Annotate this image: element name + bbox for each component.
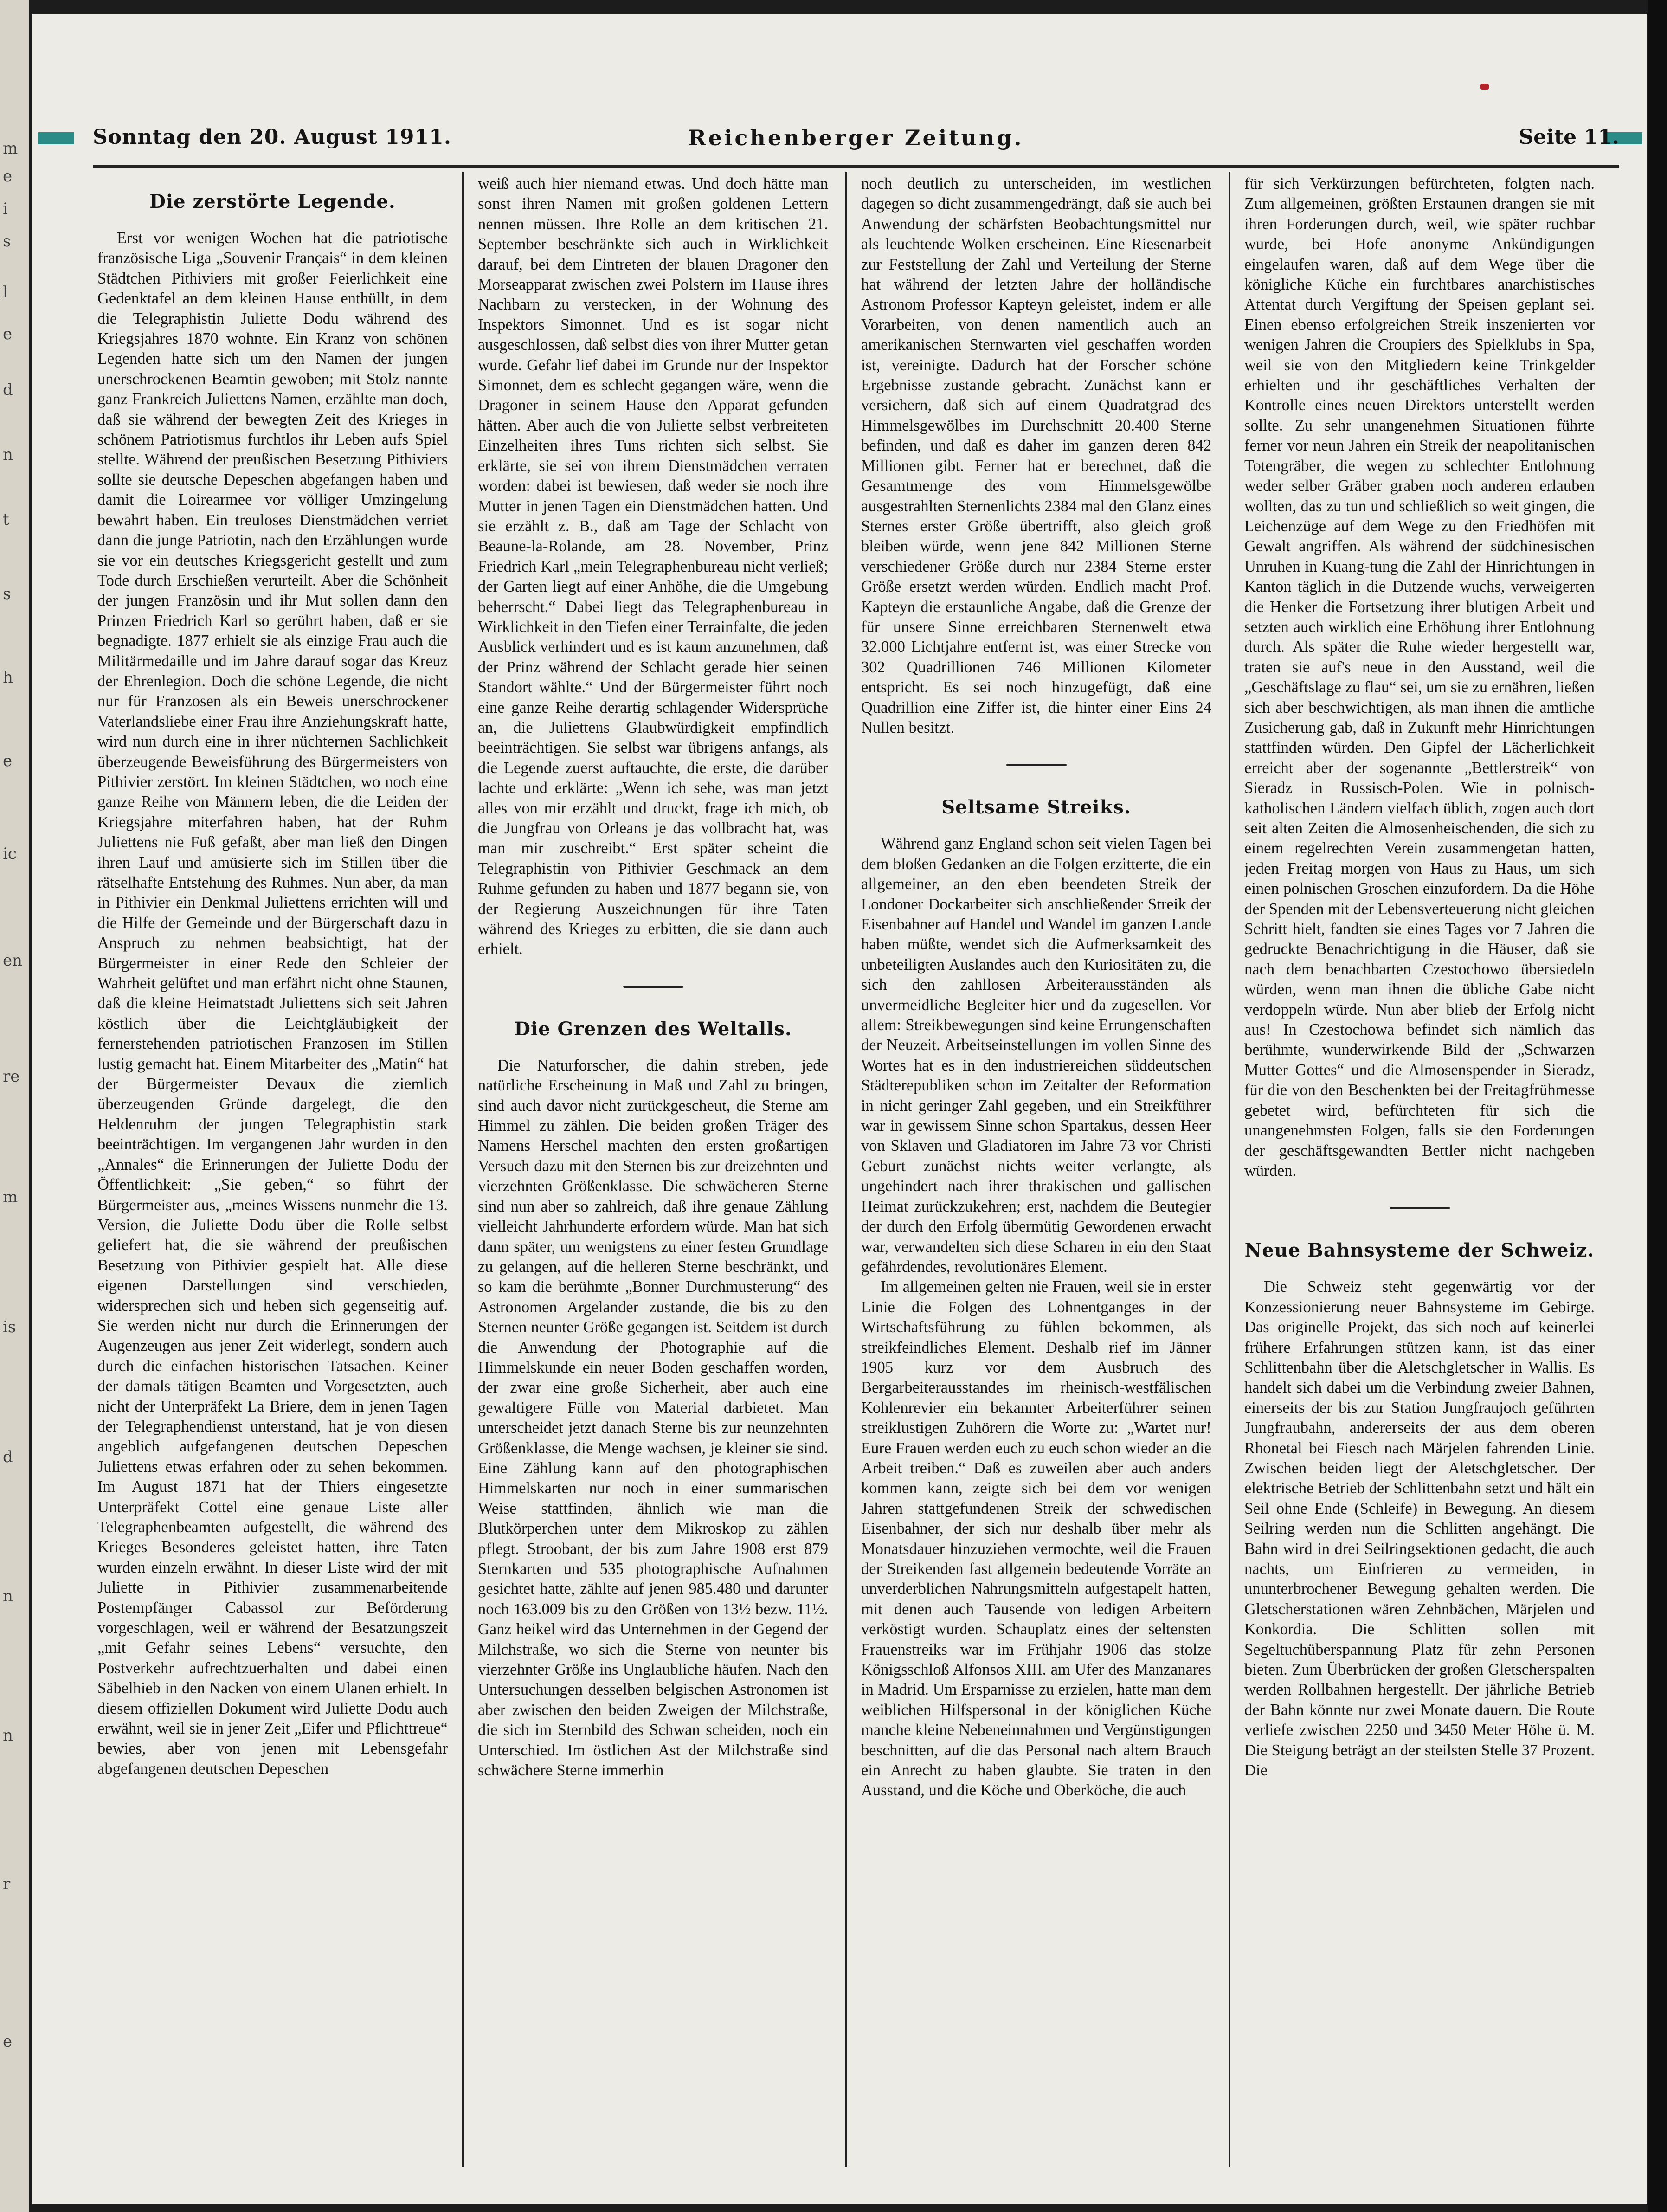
margin-fragment: m <box>3 139 18 158</box>
column-4 <box>1244 174 1595 2169</box>
article-paragraph: Die Naturforscher, die dahin streben, jede natürliche Erscheinung in Maß und Zahl zu bringen, sind auch davor nicht zurückgescheut, die Sterne am Himmel zu zählen. Die beiden großen Träger des Namens Herschel machten den ersten großartigen Versuch dazu mit den Sternen bis zur dreizehnten und vierzehnten Größenklasse. Die schwächeren Sterne sind nun aber so zahlreich, daß ihre genaue Zählung vielleicht Jahrhunderte erfordern würde. Man hat sich dann später, um wenigstens zu einer festen Grundlage zu gelangen, auf die helleren Sterne beschränkt, und so kam die berühmte „Bonner Durchmusterung“ des Astronomen Argelander zustande, die bis zu den Sternen neunter Größe gegangen ist. Seitdem ist durch die Anwendung der Photographie auf die Himmelskunde ein neuer Boden geschaffen worden, der zwar eine große Sicherheit, aber auch eine gewaltigere Fülle von Material darbietet. Man unterscheidet jetzt danach Sterne bis zur neunzehnten Größenklasse, die Menge wachsen, je kleiner sie sind. Eine Zählung kann auf den photographischen Himmelskarten nur noch in einer summarischen Weise stattfinden, ähnlich wie man die Blutkörperchen unter dem Mikroskop zu zählen pflegt. Stroobant, der bis zum Jahre 1908 erst 879 Sternkarten und 535 photographische Aufnahmen gesichtet hatte, zählte auf jenen 985.480 und darunter noch 163.009 bis zu den Größen von 13½ bezw. 11½. Ganz heikel wird das Unternehmen in der Gegend der Milchstraße, wo sich die Sterne von neunter bis vierzehnter Größe ins Unglaubliche häufen. Nach den Untersuchungen desselben belgischen Astronomen ist aber zwischen den beiden Zweigen der Milchstraße, die sich im Sternbild des Schwan scheiden, noch ein Unterschied. Im östlichen Ast der Milchstraße sind schwächere Sterne immerhin <box>478 1056 828 1780</box>
article-paragraph: Erst vor wenigen Wochen hat die patriotische französische Liga „Souvenir Français“ in dem kleinen Städtchen Pithiviers mit großer Feierlichkeit eine Gedenktafel an dem kleinen Hause enthüllt, in dem die Telegraphistin Juliette Dodu während des Kriegsjahres 1870 wohnte. Ein Kranz von schönen Legenden hatte sich um den Namen der jungen unerschrockenen Beamtin gewoben; mit Stolz nannte ganz Frankreich Juliettens Namen, erzählte man doch, daß sie während der bewegten Zeit des Krieges in schönem Patriotismus furchtlos ihr Leben aufs Spiel stellte. Während der preußischen Besetzung Pithiviers sollte sie deutsche Depeschen abgefangen haben und damit die Loirearmee vor völliger Umzingelung bewahrt haben. Ein treuloses Dienstmädchen verriet dann die junge Patriotin, nach den Erzählungen wurde sie vor ein deutsches Kriegsgericht gestellt und zum Tode durch Erschießen verurteilt. Aber die Schönheit der jungen Französin und ihr Mut sollen dann den Prinzen Friedrich Karl so gerührt haben, daß er sie begnadigte. 1877 erhielt sie als einzige Frau auch die Militärmedaille und im Jahre darauf sogar das Kreuz der Ehrenlegion. Doch die schöne Legende, die nicht nur für Franzosen als ein Beweis unerschrockener Vaterlandsliebe einer Frau ihre Anziehungskraft hatte, wird nun durch eine in ihrer nüchternen Sachlichkeit überzeugende Beweisführung des Bürgermeisters von Pithivier zerstört. Im kleinen Städtchen, wo noch eine ganze Reihe von Männern leben, die die Leiden der Kriegsjahre miterfahren haben, hat der Ruhm Juliettens nie Fuß gefaßt, aber man ließ den Dingen ihren Lauf und amüsierte sich im Stillen über die rätselhafte Entstehung des Ruhmes. Nun aber, da man in Pithivier ein Denkmal Juliettens errichten will und die Hilfe der Gemeinde und der Bürgerschaft dazu in Anspruch zu nehmen beabsichtigt, hat der Bürgermeister in einer Rede den Schleier der Wahrheit gelüftet und man erfährt nicht ohne Staunen, daß die kleine Heimatstadt Juliettens sich seit Jahren köstlich über die Leichtgläubigkeit der fernerstehenden patriotischen Franzosen im Stillen lustig gemacht hat. Einem Mitarbeiter des „Matin“ hat der Bürgermeister Devaux die ziemlich überzeugenden Gründe dargelegt, die den Heldenruhm der jungen Telegraphistin stark beeinträchtigen. Im vergangenen Jahr wurden in den „Annales“ die Erinnerungen der Juliette Dodu der Öffentlichkeit: „Sie geben,“ so führt der Bürgermeister aus, „meines Wissens nunmehr die 13. Version, die Juliette Dodu über die Rolle selbst geliefert hat, die sie während der preußischen Besetzung von Pithivier gespielt hat. Alle diese eigenen Darstellungen sind verschieden, widersprechen sich und heben sich gegenseitig auf. Sie werden nicht nur durch die Erinnerungen der Augenzeugen aus jener Zeit widerlegt, sondern auch durch die einfachen historischen Tatsachen. Keiner der damals tätigen Beamten und Vorgesetzten, auch nicht der Unterpräfekt La Briere, dem in jenen Tagen der Telegraphendienst unterstand, hat je von diesen angeblich aufgefangenen deutschen Depeschen Juliettens etwas erfahren oder zu sehen bekommen. Im August 1871 hat der Thiers eingesetzte Unterpräfekt Cottel eine genaue Liste aller Telegraphenbeamten aufgestellt, die während des Krieges Besonderes geleistet hatten, ihre Taten wurden einzeln erwähnt. In dieser Liste wird der mit Juliette in Pithivier zusammenarbeitende Postempfänger Cabassol zur Beförderung vorgeschlagen, weil er während der Besatzungszeit „mit Gefahr seines Lebens“ versuchte, den Postverkehr aufrechtzuerhalten und dabei einen Säbelhieb in den Nacken von einem Ulanen erhielt. In diesem offiziellen Dokument wird Juliette Dodu auch erwähnt, weil sie in jener Zeit „Eifer und Pflichttreue“ bewies, aber von jenen mit Lebensgefahr abgefangenen deutschen Depeschen <box>97 229 448 1778</box>
column-1 <box>97 174 448 2169</box>
column-rule <box>1229 172 1230 2167</box>
header-rule <box>93 165 1619 168</box>
margin-fragment: m <box>3 1188 18 1206</box>
article-title: Neue Bahnsysteme der Schweiz. <box>1244 1239 1595 1262</box>
margin-fragment: n <box>3 1587 13 1606</box>
margin-fragment: n <box>3 1726 13 1745</box>
margin-fragment: e <box>3 752 13 770</box>
section-separator <box>478 974 828 1001</box>
margin-fragment: e <box>3 325 13 343</box>
binding-tab-left <box>38 132 74 144</box>
margin-fragment: re <box>3 1067 20 1086</box>
margin-fragment: e <box>3 167 13 186</box>
newspaper-name: Reichenberger Zeitung. <box>688 125 1024 150</box>
article-paragraph: weiß auch hier niemand etwas. Und doch hätte man sonst ihren Namen mit großen goldenen Lettern nennen müssen. Ihre Rolle an dem kritischen 21. September beschränkte sich auch in Wirklichkeit darauf, bei dem Eintreten der blauen Dragoner den Morseapparat zwischen zwei Polstern im Hause ihres Nachbarn zu verstecken, in der Wohnung des Inspektors Simonnet. Und es ist sogar nicht ausgeschlossen, daß selbst dies von ihrer Mutter getan wurde. Gefahr lief dabei im Grunde nur der Inspektor Simonnet, dem es schlecht gegangen wäre, wenn die Dragoner in seinem Hause den Apparat gefunden hätten. Aber auch die von Juliette selbst verbreiteten Einzelheiten ihres Tuns richten sich selbst. Sie erklärte, sie sei von ihrem Dienstmädchen verraten worden: dabei ist bewiesen, daß weder sie noch ihre Mutter in jenen Tagen ein Dienstmädchen hatten. Und sie erzählt z. B., daß am Tage der Schlacht von Beaune-la-Rolande, am 28. November, Prinz Friedrich Karl „mein Telegraphenbureau nicht verließ; der Garten liegt auf einer Anhöhe, die die Umgebung beherrscht.“ Dabei liegt das Telegraphenbureau in Wirklichkeit in den Tiefen einer Terrainfalte, die jeden Ausblick verhindert und es ist kaum anzunehmen, daß der Prinz während der Schlacht gerade hier seinen Standort wählte.“ Und der Bürgermeister führt noch eine ganze Reihe derartig schlagender Widersprüche an, die Juliettens Glaubwürdigkeit empfindlich beeinträchtigen. Sie selbst war übrigens anfangs, als die Legende zuerst auftauchte, die erste, die darüber lachte und erklärte: „Wenn ich sehe, was man jetzt alles von mir erzählt und druckt, frage ich mich, ob die Jungfrau von Orleans je das vollbracht hat, was man mir zuschreibt.“ Erst später scheint die Telegraphistin von Pithivier Geschmack an dem Ruhme gefunden zu haben und 1877 begann sie, von der Regierung Auszeichnungen für ihre Taten während des Krieges zu erbitten, die sie dann auch erhielt. <box>478 175 828 958</box>
margin-fragment: r <box>3 1875 11 1893</box>
margin-fragment: en <box>3 951 23 970</box>
column-rule <box>845 172 847 2167</box>
column-rule <box>462 172 464 2167</box>
margin-fragment: i <box>3 200 8 218</box>
section-separator <box>861 752 1211 780</box>
ink-spot <box>1480 84 1489 90</box>
margin-fragment: n <box>3 445 13 464</box>
article-title: Die Grenzen des Weltalls. <box>514 1018 792 1040</box>
section-separator <box>1244 1195 1595 1223</box>
article-paragraph: Während ganz England schon seit vielen Tagen bei dem bloßen Gedanken an die Folgen erzitterte, die ein allgemeiner, an den eben beendeten Streik der Londoner Dockarbeiter sich anschließender Streik der Eisenbahner auf Handel und Wandel im ganzen Lande haben müßte, wendet sich die Aufmerksamkeit des unbeteiligten Auslandes auch den Kuriositäten zu, die sich den zahllosen Arbeiterausständen als unvermeidliche Begleiter hier und da zugesellen. Vor allem: Streikbewegungen sind keine Errungenschaften der Neuzeit. Arbeitseinstellungen im vollen Sinne des Wortes hat es in den industriereichen süddeutschen Städterepubliken schon im Zeitalter der Reformation in nicht geringer Zahl gegeben, und ein Streikführer war in gewissem Sinne schon Spartakus, dessen Heer von Sklaven und Gladiatoren im Jahre 73 vor Christi Geburt zunächst nichts weiter verlangte, als ungehindert nach ihrer thrakischen und gallischen Heimat zurückzukehren; erst, nachdem die Beutegier der durch den Erfolg übermütig Gewordenen erwacht war, verwandelten sich diese Scharen in ein den Staat gefährdendes, revolutionäres Element. <box>861 835 1211 1276</box>
margin-fragment: e <box>3 2032 13 2051</box>
margin-fragment: l <box>3 283 8 302</box>
article-title: Seltsame Streiks. <box>941 796 1131 819</box>
page-header <box>93 125 1619 162</box>
article-paragraph: für sich Verkürzungen befürchteten, folgten nach. Zum allgemeinen, größten Erstaunen drangen sie mit ihren Forderungen durch, weil, wie später ruchbar wurde, bei Hofe anonyme Ankündigungen eingelaufen waren, daß auf dem Wege über die königliche Küche ein furchtbares anarchistisches Attentat durch Vergiftung der Speisen geplant sei. Einen ebenso erfolgreichen Streik inszenierten vor wenigen Jahren die Croupiers des Spielklubs in Spa, weil sie von den Mitgliedern keine Trinkgelder erhielten und ihr geschäftliches Verhalten der Kontrolle eines neuen Direktors unterstellt werden sollte. Zu sehr unangenehmen Situationen führte ferner vor neun Jahren ein Streik der neapolitanischen Totengräber, die wegen zu schlechter Entlohnung weder selber Gräber graben noch anderen erlauben wollten, das zu tun und schließlich so weit gingen, die Leichenzüge auf dem Wege zu den Friedhöfen mit Gewalt angriffen. Als während der südchinesischen Unruhen in Kuang-tung die Zahl der Hinrichtungen in Kanton täglich in die Dutzende wuchs, verweigerten die Henker die Fortsetzung ihrer blutigen Arbeit und setzten auch wirklich eine Erhöhung ihrer Entlohnung durch. Als später die Ruhe wieder hergestellt war, traten sie auf's neue in den Ausstand, weil die „Geschäftslage zu flau“ sei, um sie zu ernähren, ließen sich aber beschwichtigen, als man ihnen die amtliche Zusicherung gab, daß in Zukunft mehr Hinrichtungen stattfinden würden. Den Gipfel der Lächerlichkeit erreicht aber der sogenannte „Bettlerstreik“ von Sieradz in Russisch-Polen. Wie in polnisch-katholischen Ländern vielfach üblich, zogen auch dort seit alten Zeiten die Almosenheischenden, die sich zu einem regelrechten Verein zusammengetan hatten, jeden Freitag morgen von Haus zu Haus, um sich einen polnischen Groschen einzufordern. Da die Höhe der Spenden mit der Lebensverteuerung nicht gleichen Schritt hielt, fandten sie eines Tages vor 7 Jahren die gedruckte Benachrichtigung in die Häuser, daß sie nach dem benachbarten Czestochowo übersiedeln würden, wenn man ihnen die übliche Gabe nicht verdoppeln würde. Nun aber blieb der Erfolg nicht aus! In Czestochowa befindet sich nämlich das berühmte, wunderwirkende Bild der „Schwarzen Mutter Gottes“ und die Almosenspender in Sieradz, für die von den Beschenkten bei der Freitagfrühmesse gebetet wird, befürchteten für sich die unangenehmsten Folgen, falls sie den Forderungen der geschäftsgewandten Bettler nicht nachgeben würden. <box>1244 175 1595 1180</box>
scan-edge-shadow <box>1648 0 1667 2212</box>
margin-fragment: is <box>3 1318 16 1336</box>
column-3 <box>861 174 1211 2169</box>
margin-fragment: h <box>3 668 13 687</box>
article-paragraph: noch deutlich zu unterscheiden, im westlichen dagegen so dicht zusammengedrängt, daß sie auch bei Anwendung der schärfsten Beobachtungsmittel nur als leuchtende Wolken erscheinen. Eine Riesenarbeit zur Feststellung der Zahl und Verteilung der Sterne hat während der letzten Jahre der holländische Astronom Professor Kapteyn geleistet, indem er alle Vorarbeiten, von denen namentlich auch an amerikanischen Sternwarten viel geschaffen worden ist, vereinigte. Dadurch hat der Forscher schöne Ergebnisse zustande gebracht. Zunächst kann er versichern, daß sich auf einem Quadratgrad des Himmelsgewölbes im Durchschnitt 20.400 Sterne befinden, und daß es daher im ganzen deren 842 Millionen gibt. Ferner hat er berechnet, daß die Gesamtmenge des vom Himmelsgewölbe ausgestrahlten Sternenlichts 2384 mal den Glanz eines Sternes erster Größe übertrifft, also gleich groß bleiben würde, wenn jene 842 Millionen Sterne verschiedener Größe durch nur 2384 Sterne erster Größe ersetzt werden würden. Endlich macht Prof. Kapteyn die erstaunliche Angabe, daß die Grenze der für unsere Sinne erreichbaren Sternenwelt etwa 32.000 Lichtjahre entfernt ist, was einer Strecke von 302 Quadrillionen 746 Millionen Kilometer entspricht. Es sei noch hinzugefügt, daß eine Quadrillion eine Ziffer ist, die hinter einer Eins 24 Nullen besitzt. <box>861 175 1211 736</box>
article-title: Die zerstörte Legende. <box>149 191 396 213</box>
article-paragraph: Die Schweiz steht gegenwärtig vor der Konzessionierung neuer Bahnsysteme im Gebirge. Das originelle Projekt, das sich noch auf keinerlei frühere Erfahrungen stützen kann, ist das einer Schlittenbahn über die Aletschgletscher in Wallis. Es handelt sich dabei um die Verbindung zweier Bahnen, einerseits der bis zur Station Jungfraujoch geführten Jungfraubahn, andererseits der aus dem oberen Rhonetal bei Fiesch nach Märjelen fahrenden Linie. Zwischen beiden liegt der Aletschgletscher. Der elektrische Betrieb der Schlittenbahn setzt und hält ein Seil ohne Ende (Schleife) in Bewegung. An diesem Seilring werden nun die Schlitten angehängt. Die Bahn wird in drei Seilringsektionen gedacht, die auch nachts, um Einfrieren zu vermeiden, in ununterbrochener Bewegung gehalten werden. Die Gletscherstationen wären Zehnbächen, Märjelen und Konkordia. Die Schlitten sollen mit Segeltuchüberspannung Platz für zehn Personen bieten. Zum Überbrücken der großen Gletscherspalten werden Rollbahnen hergestellt. Der jährliche Betrieb der Bahn könnte nur zwei Monate dauern. Die Route verliefe zwischen 2250 und 3450 Meter Höhe ü. M. Die Steigung beträgt an der steilsten Stelle 37 Prozent. Die <box>1244 1278 1595 1780</box>
margin-fragment: d <box>3 1448 13 1466</box>
margin-fragment: t <box>3 510 9 529</box>
newspaper-page <box>32 14 1647 2204</box>
article-paragraph: Im allgemeinen gelten nie Frauen, weil sie in erster Linie die Folgen des Lohnentganges in der Wirtschaftsführung zu fühlen bekommen, als streikfeindliches Element. Deshalb rief im Jänner 1905 kurz vor dem Ausbruch des Bergarbeiterausstandes im rheinisch-westfälischen Kohlenrevier ein bekannter Arbeiterführer seinen streiklustigen Zuhörern die Worte zu: „Wartet nur! Eure Frauen werden euch zu euch schon wieder an die Arbeit treiben.“ Daß es zuweilen aber auch anders kommen kann, zeigte sich bei dem vor wenigen Jahren stattgefundenen Streik der schwedischen Eisenbahner, der sich nur deshalb über mehr als Monatsdauer hinzuziehen vermochte, weil die Frauen der Streikenden fast allgemein bedeutende Vorräte an unverderblichen Nahrungsmitteln aufgestapelt hatten, mit denen auch Tausende von ledigen Arbeitern verköstigt wurden. Schauplatz eines der seltensten Frauenstreiks war im Frühjahr 1906 das stolze Königsschloß Alfonsos XIII. am Ufer des Manzanares in Madrid. Um Ersparnisse zu erzielen, hatte man dem weiblichen Hilfspersonal in der königlichen Küche manche kleine Nebeneinnahmen und Vergünstigungen beschnitten, auf die das Personal nach altem Brauch ein Anrecht zu haben glaubte. Sie traten in den Ausstand, und die Köche und Oberköche, die auch <box>861 1278 1211 1799</box>
issue-date: Sonntag den 20. August 1911. <box>93 125 452 149</box>
margin-fragment: ic <box>3 845 17 863</box>
margin-fragment: s <box>3 232 11 251</box>
page-number: Seite 11. <box>1519 125 1619 149</box>
adjacent-page-strip <box>0 0 29 2212</box>
column-2 <box>478 174 828 2169</box>
margin-fragment: d <box>3 380 13 399</box>
margin-fragment: s <box>3 585 11 603</box>
